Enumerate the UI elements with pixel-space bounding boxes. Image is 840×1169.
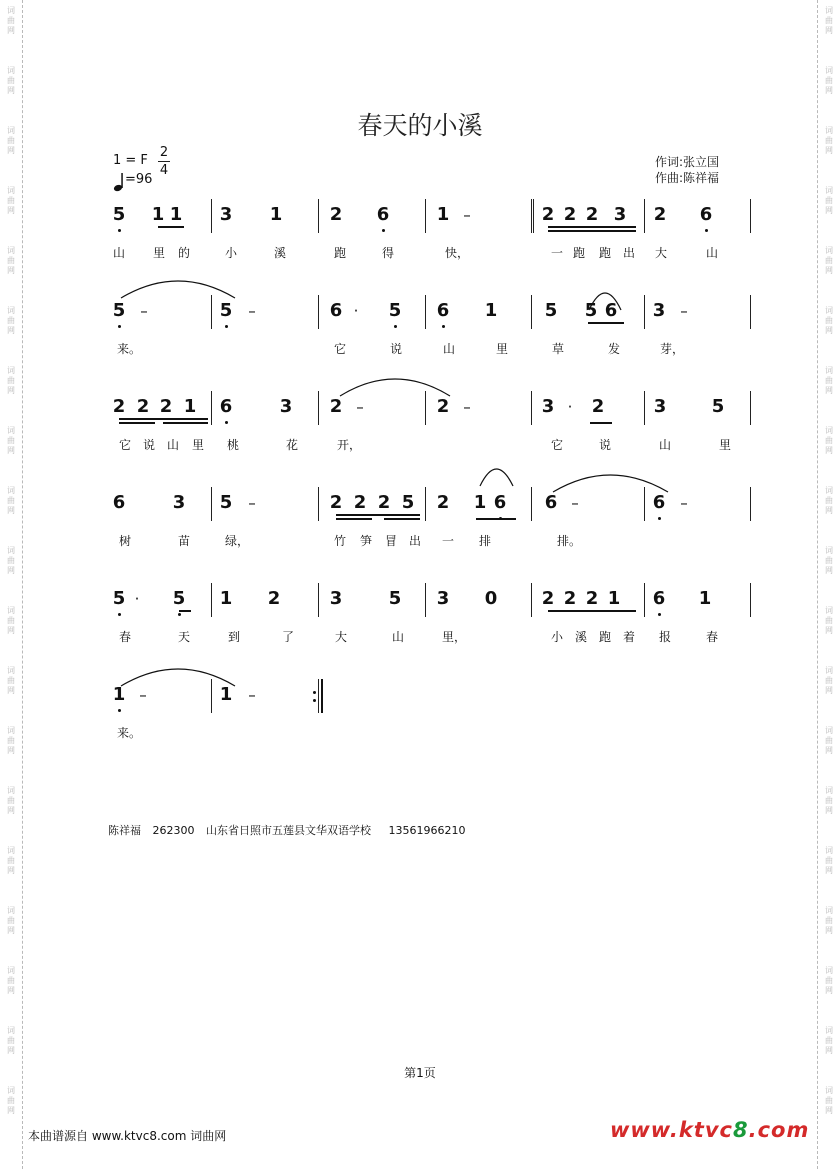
tempo-value: =96 <box>125 172 153 187</box>
note-number: 2 <box>377 492 391 513</box>
bar-line <box>318 583 319 617</box>
lyric-syllable: 芽， <box>660 342 685 356</box>
note-number: 2 <box>112 396 126 417</box>
note-number: 6 <box>493 492 507 513</box>
sustain-dash: – <box>248 686 256 704</box>
lyric-syllable: 里 <box>191 438 204 452</box>
sustain-dash: – <box>463 206 471 224</box>
sustain-dash: – <box>140 302 148 320</box>
bar-line <box>644 487 645 521</box>
logo-part-com: .com <box>748 1118 810 1142</box>
watermark-text: 词 曲 网 <box>7 186 15 215</box>
note-number: 5 <box>112 204 126 225</box>
song-title: 春天的小溪 <box>357 111 483 140</box>
note-number: 3 <box>436 588 450 609</box>
bar-line <box>318 487 319 521</box>
watermark-text: 词 曲 网 <box>7 846 15 875</box>
lyric-syllable: 绿， <box>225 534 250 548</box>
lyric-syllable: 苗 <box>177 534 190 548</box>
lyric-syllable: 草 <box>551 342 564 356</box>
note-number: 2 <box>353 492 367 513</box>
lyric-syllable: 桃 <box>226 438 239 452</box>
bar-line <box>318 199 319 233</box>
note-number: 1 <box>112 684 126 705</box>
note-number: 1 <box>484 300 498 321</box>
note-number: 6 <box>112 492 126 513</box>
note-number: 5 <box>388 300 402 321</box>
lyric-syllable: 来。 <box>117 342 142 356</box>
bar-line <box>425 583 426 617</box>
logo-part-ktvc: ktvc <box>678 1118 733 1142</box>
watermark-text: 词 曲 网 <box>7 66 15 95</box>
beam-underline <box>384 518 420 520</box>
lyric-syllable: 一 <box>441 534 454 548</box>
watermark-text: 词 曲 网 <box>825 906 833 935</box>
lyric-syllable: 它 <box>118 438 131 452</box>
lyric-syllable: 天 <box>177 630 190 644</box>
note-number: 1 <box>151 204 165 225</box>
watermark-text: 词 曲 网 <box>825 366 833 395</box>
lyric-syllable: 竹 <box>333 534 346 548</box>
lyric-syllable: 快， <box>445 246 470 260</box>
note-number: 1 <box>219 588 233 609</box>
note-number: 2 <box>159 396 173 417</box>
watermark-text: 词 曲 网 <box>7 246 15 275</box>
lyric-syllable: 出 <box>408 534 421 548</box>
note-number: 0 <box>484 588 498 609</box>
bar-line <box>318 295 319 329</box>
note-number: 3 <box>219 204 233 225</box>
beam-underline <box>592 610 636 612</box>
note-number: 1 <box>436 204 450 225</box>
lyric-syllable: 里， <box>442 630 467 644</box>
lyric-syllable: 溪 <box>574 630 587 644</box>
note-number: 1 <box>607 588 621 609</box>
beam-underline <box>163 422 208 424</box>
watermark-text: 词 曲 网 <box>825 1026 833 1055</box>
beam-underline <box>119 422 155 424</box>
beam-underline <box>592 230 636 232</box>
bar-line <box>425 391 426 425</box>
note-number: 3 <box>652 300 666 321</box>
lyric-syllable: 报 <box>658 630 671 644</box>
lyric-syllable: 着 <box>622 630 635 644</box>
beam-underline <box>336 514 420 516</box>
low-octave-dot <box>118 325 121 328</box>
beam-underline <box>548 230 596 232</box>
note-number: 2 <box>585 204 599 225</box>
lyric-syllable: 大 <box>334 630 347 644</box>
sustain-dash: – <box>139 686 147 704</box>
watermark-text: 词 曲 网 <box>825 486 833 515</box>
slur-arc <box>340 379 450 396</box>
logo-part-8: 8 <box>733 1118 749 1142</box>
note-number: 2 <box>436 492 450 513</box>
watermark-text: 词 曲 网 <box>7 966 15 995</box>
bar-line <box>425 487 426 521</box>
contact-phone: 13561966210 <box>388 824 466 837</box>
note-number: 6 <box>699 204 713 225</box>
lyric-syllable: 它 <box>333 342 346 356</box>
low-octave-dot <box>705 229 708 232</box>
note-number: 1 <box>269 204 283 225</box>
bar-line <box>531 199 532 233</box>
lyric-syllable: 春 <box>705 630 718 644</box>
note-number: 3 <box>653 396 667 417</box>
sustain-dash: – <box>248 494 256 512</box>
watermark-text: 词 曲 网 <box>7 906 15 935</box>
lyric-syllable: 溪 <box>273 246 286 260</box>
watermark-text: 词 曲 网 <box>825 726 833 755</box>
lyric-syllable: 跑 <box>572 246 585 260</box>
composer-credit: 作曲:陈祥福 <box>655 171 720 185</box>
low-octave-dot <box>394 325 397 328</box>
note-number: 5 <box>112 588 126 609</box>
contact-address: 山东省日照市五莲县文华双语学校 <box>206 824 371 837</box>
note-number: 2 <box>329 396 343 417</box>
watermark-text: 词 曲 网 <box>7 1026 15 1055</box>
low-octave-dot <box>382 229 385 232</box>
watermark-text: 词 曲 网 <box>7 1086 15 1115</box>
beam-underline <box>476 518 516 520</box>
logo-part-www: www. <box>610 1118 679 1142</box>
low-octave-dot <box>118 709 121 712</box>
bar-line <box>211 583 212 617</box>
note-number: 5 <box>112 300 126 321</box>
lyric-syllable: 山 <box>112 246 125 260</box>
watermark-text: 词 曲 网 <box>7 486 15 515</box>
augmentation-dot: · <box>134 590 140 608</box>
sustain-dash: – <box>248 302 256 320</box>
beam-underline <box>119 418 208 420</box>
beam-underline <box>590 422 612 424</box>
note-number: 1 <box>183 396 197 417</box>
lyric-syllable: 里 <box>718 438 731 452</box>
lyric-syllable: 得 <box>381 246 394 260</box>
sustain-dash: – <box>680 302 688 320</box>
lyric-syllable: 一 <box>550 246 563 260</box>
watermark-text: 词 曲 网 <box>7 306 15 335</box>
note-number: 2 <box>541 204 555 225</box>
bar-line <box>425 199 426 233</box>
watermark-text: 词 曲 网 <box>825 306 833 335</box>
slur-arc <box>121 281 235 298</box>
key-signature: 1 = F <box>113 153 148 168</box>
note-number: 2 <box>436 396 450 417</box>
low-octave-dot <box>658 517 661 520</box>
bar-line <box>644 295 645 329</box>
lyric-syllable: 说 <box>598 438 611 452</box>
watermark-text: 词 曲 网 <box>7 126 15 155</box>
note-number: 5 <box>219 300 233 321</box>
note-number: 2 <box>591 396 605 417</box>
note-number: 5 <box>219 492 233 513</box>
note-number: 3 <box>329 588 343 609</box>
lyric-syllable: 跑 <box>598 246 611 260</box>
note-number: 6 <box>219 396 233 417</box>
lyric-syllable: 说 <box>389 342 402 356</box>
watermark-text: 词 曲 网 <box>825 546 833 575</box>
slur-arc <box>553 475 668 492</box>
note-number: 1 <box>698 588 712 609</box>
lyric-syllable: 到 <box>227 630 240 644</box>
watermark-text: 词 曲 网 <box>7 666 15 695</box>
bar-line <box>531 583 532 617</box>
note-number: 6 <box>376 204 390 225</box>
note-number: 5 <box>584 300 598 321</box>
watermark-text: 词 曲 网 <box>7 726 15 755</box>
note-number: 2 <box>267 588 281 609</box>
lyric-syllable: 花 <box>285 438 298 452</box>
source-note: 本曲谱源自 www.ktvc8.com 词曲网 <box>28 1129 227 1143</box>
watermark-text: 词 曲 网 <box>7 786 15 815</box>
bar-line <box>531 391 532 425</box>
beam-underline <box>336 518 372 520</box>
note-number: 2 <box>329 204 343 225</box>
bar-line <box>211 679 212 713</box>
lyric-syllable: 里 <box>495 342 508 356</box>
note-number: 2 <box>563 204 577 225</box>
watermark-text: 词 曲 网 <box>825 126 833 155</box>
bar-line <box>211 391 212 425</box>
watermark-text: 词 曲 网 <box>825 6 833 35</box>
note-number: 1 <box>219 684 233 705</box>
beam-underline <box>179 610 191 612</box>
note-number: 5 <box>388 588 402 609</box>
lyric-syllable: 山 <box>442 342 455 356</box>
note-number: 5 <box>401 492 415 513</box>
note-number: 3 <box>613 204 627 225</box>
watermark-text: 词 曲 网 <box>7 6 15 35</box>
lyric-syllable: 跑 <box>598 630 611 644</box>
sustain-dash: – <box>680 494 688 512</box>
bar-line <box>425 295 426 329</box>
slur-arc <box>480 469 513 486</box>
watermark-text: 词 曲 网 <box>825 66 833 95</box>
contact-postcode: 262300 <box>152 824 195 837</box>
bar-line <box>750 487 751 521</box>
watermark-text: 词 曲 网 <box>7 426 15 455</box>
lyric-syllable: 跑 <box>333 246 346 260</box>
lyric-syllable: 小 <box>550 630 563 644</box>
bar-line <box>211 487 212 521</box>
bar-line <box>318 391 319 425</box>
bar-line <box>644 391 645 425</box>
watermark-text: 词 曲 网 <box>7 546 15 575</box>
low-octave-dot <box>658 613 661 616</box>
low-octave-dot <box>178 613 181 616</box>
lyric-syllable: 了 <box>281 630 294 644</box>
site-logo[interactable] <box>610 1118 809 1142</box>
note-number: 2 <box>653 204 667 225</box>
note-number: 5 <box>544 300 558 321</box>
bar-line <box>750 199 751 233</box>
watermark-text: 词 曲 网 <box>825 186 833 215</box>
note-number: 1 <box>473 492 487 513</box>
note-number: 6 <box>544 492 558 513</box>
page-number: 第1页 <box>404 1066 436 1080</box>
lyric-syllable: 的 <box>177 246 190 260</box>
note-number: 6 <box>436 300 450 321</box>
lyric-syllable: 发 <box>607 342 620 356</box>
lyric-syllable: 山 <box>166 438 179 452</box>
lyric-syllable: 开， <box>337 438 362 452</box>
slur-arc <box>121 669 235 686</box>
lyricist-credit: 作词:张立国 <box>655 155 720 169</box>
watermark-text: 词 曲 网 <box>825 1086 833 1115</box>
bar-line <box>531 487 532 521</box>
note-number: 2 <box>585 588 599 609</box>
watermark-text: 词 曲 网 <box>825 846 833 875</box>
time-signature-bottom: 4 <box>159 163 169 178</box>
note-number: 5 <box>711 396 725 417</box>
augmentation-dot: · <box>567 398 573 416</box>
bar-line <box>644 583 645 617</box>
bar-line <box>531 295 532 329</box>
note-number: 2 <box>136 396 150 417</box>
sustain-dash: – <box>356 398 364 416</box>
bar-line <box>750 295 751 329</box>
final-bar-thin <box>318 679 319 713</box>
lyric-syllable: 笋 <box>359 534 372 548</box>
lyric-syllable: 来。 <box>117 726 142 740</box>
lyric-syllable: 山 <box>391 630 404 644</box>
lyric-syllable: 树 <box>118 534 131 548</box>
watermark-text: 词 曲 网 <box>825 246 833 275</box>
note-number: 2 <box>563 588 577 609</box>
lyric-syllable: 山 <box>658 438 671 452</box>
watermark-text: 词 曲 网 <box>825 966 833 995</box>
lyric-syllable: 排 <box>478 534 491 548</box>
note-number: 3 <box>279 396 293 417</box>
sustain-dash: – <box>463 398 471 416</box>
watermark-text: 词 曲 网 <box>825 666 833 695</box>
watermark-text: 词 曲 网 <box>825 426 833 455</box>
repeat-dot <box>313 699 316 702</box>
low-octave-dot <box>118 229 121 232</box>
watermark-text: 词 曲 网 <box>7 606 15 635</box>
low-octave-dot <box>442 325 445 328</box>
final-bar-thick <box>321 679 323 713</box>
note-number: 6 <box>604 300 618 321</box>
note-number: 6 <box>652 588 666 609</box>
bar-line <box>211 199 212 233</box>
bar-line <box>211 295 212 329</box>
contact-name: 陈祥福 <box>108 824 141 837</box>
low-octave-dot <box>118 613 121 616</box>
lyric-syllable: 小 <box>224 246 237 260</box>
beam-underline <box>158 226 184 228</box>
sustain-dash: – <box>571 494 579 512</box>
note-number: 2 <box>329 492 343 513</box>
watermark-text: 词 曲 网 <box>825 786 833 815</box>
time-signature-top: 2 <box>159 145 169 160</box>
lyric-syllable: 山 <box>705 246 718 260</box>
note-number: 3 <box>172 492 186 513</box>
lyric-syllable: 排。 <box>557 534 582 548</box>
contact-info <box>108 822 465 838</box>
lyric-syllable: 里 <box>152 246 165 260</box>
lyric-syllable: 它 <box>550 438 563 452</box>
note-number: 5 <box>172 588 186 609</box>
low-octave-dot <box>225 421 228 424</box>
augmentation-dot: · <box>353 302 359 320</box>
lyric-syllable: 说 <box>142 438 155 452</box>
lyric-syllable: 大 <box>654 246 667 260</box>
bar-line <box>533 199 534 233</box>
watermark-text: 词 曲 网 <box>825 606 833 635</box>
lyric-syllable: 冒 <box>384 534 397 548</box>
bar-line <box>750 583 751 617</box>
note-number: 2 <box>541 588 555 609</box>
lyric-syllable: 出 <box>622 246 635 260</box>
beam-underline <box>548 226 636 228</box>
note-number: 6 <box>329 300 343 321</box>
note-number: 1 <box>169 204 183 225</box>
beam-underline <box>548 610 596 612</box>
repeat-dot <box>313 691 316 694</box>
beam-underline <box>588 322 624 324</box>
bar-line <box>644 199 645 233</box>
note-number: 3 <box>541 396 555 417</box>
low-octave-dot <box>225 325 228 328</box>
lyric-syllable: 春 <box>118 630 131 644</box>
note-number: 6 <box>652 492 666 513</box>
bar-line <box>750 391 751 425</box>
watermark-text: 词 曲 网 <box>7 366 15 395</box>
